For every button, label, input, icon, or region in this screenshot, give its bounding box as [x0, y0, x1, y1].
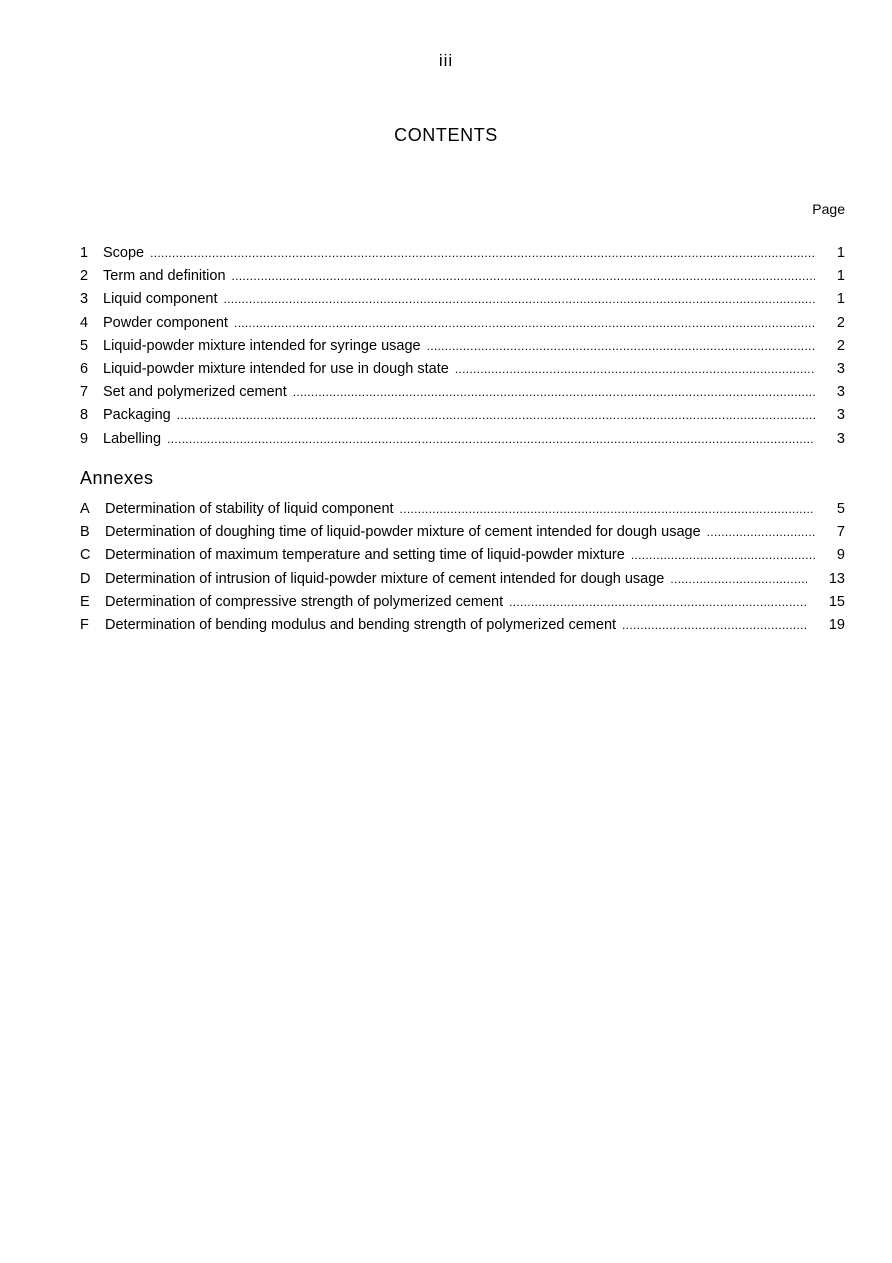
- annex-page: 7: [836, 524, 845, 541]
- annex-title: Determination of bending modulus and bending strength of polymerized cement: [105, 616, 617, 633]
- annex-entry[interactable]: [80, 523, 845, 546]
- annex-entry[interactable]: [80, 593, 845, 616]
- toc-entry-number: 7: [80, 384, 89, 401]
- leader-dots: [400, 500, 815, 518]
- annex-title: Determination of compressive strength of polymerized cement: [105, 593, 504, 610]
- page-number: iii: [438, 51, 454, 70]
- annex-letter: D: [80, 570, 91, 587]
- leader-dots: [427, 337, 815, 355]
- toc-entry-number: 6: [80, 360, 89, 377]
- leader-dots: [232, 267, 815, 285]
- toc-entry-page: 1: [836, 245, 845, 261]
- annex-entry[interactable]: [80, 500, 845, 523]
- annex-entry[interactable]: [80, 570, 845, 593]
- toc-entry-page: 1: [836, 291, 845, 308]
- annex-letter: E: [80, 593, 90, 610]
- toc-entry-title: Liquid component: [103, 291, 218, 308]
- toc-entry[interactable]: [80, 267, 845, 290]
- toc-entry-page: 3: [836, 407, 845, 424]
- annex-page: 19: [828, 616, 845, 633]
- annex-letter: B: [80, 524, 90, 541]
- annex-title: Determination of doughing time of liquid-powder mixture of cement intended for dough usage: [105, 524, 701, 541]
- toc-entry[interactable]: [80, 406, 845, 429]
- toc-entry-page: 3: [836, 360, 845, 377]
- table-of-contents: [80, 244, 845, 453]
- toc-entry-title: Packaging: [103, 407, 171, 424]
- toc-entry-number: 1: [80, 245, 89, 261]
- toc-entry-page: 2: [836, 314, 845, 331]
- annex-letter: A: [80, 501, 90, 517]
- page-column-label: Page: [812, 201, 845, 217]
- toc-entry-number: 4: [80, 314, 89, 331]
- annex-title: Determination of maximum temperature and setting time of liquid-powder mixture: [105, 547, 625, 564]
- toc-entry-number: 9: [80, 430, 89, 447]
- toc-entry[interactable]: [80, 360, 845, 383]
- leader-dots: [150, 244, 815, 262]
- annex-page: 15: [828, 593, 845, 610]
- annex-letter: C: [80, 547, 91, 564]
- leader-dots: [622, 616, 807, 634]
- toc-entry-title: Liquid-powder mixture intended for syringe usage: [103, 337, 421, 354]
- annex-entry[interactable]: [80, 546, 845, 569]
- toc-entry[interactable]: [80, 290, 845, 313]
- toc-entry[interactable]: [80, 314, 845, 337]
- leader-dots: [670, 570, 807, 588]
- toc-entry-title: Liquid-powder mixture intended for use in dough state: [103, 360, 449, 377]
- leader-dots: [234, 314, 815, 332]
- toc-entry-title: Powder component: [103, 314, 228, 331]
- leader-dots: [223, 290, 815, 308]
- toc-entry-page: 3: [836, 384, 845, 401]
- toc-entry-number: 3: [80, 291, 89, 308]
- toc-entry[interactable]: [80, 244, 845, 267]
- toc-entry-title: Term and definition: [103, 268, 226, 285]
- leader-dots: [707, 523, 815, 541]
- toc-entry-title: Set and polymerized cement: [103, 384, 287, 401]
- leader-dots: [631, 546, 815, 564]
- toc-entry-number: 8: [80, 407, 89, 424]
- annex-title: Determination of intrusion of liquid-powder mixture of cement intended for dough usage: [105, 570, 665, 587]
- annex-page: 5: [836, 501, 845, 517]
- annex-list: [80, 500, 845, 639]
- leader-dots: [167, 430, 815, 448]
- annexes-heading: Annexes: [80, 468, 154, 488]
- toc-entry-number: 5: [80, 337, 89, 354]
- toc-entry[interactable]: [80, 430, 845, 453]
- toc-entry-page: 2: [836, 337, 845, 354]
- toc-entry[interactable]: [80, 337, 845, 360]
- leader-dots: [293, 383, 815, 401]
- page-title: CONTENTS: [394, 125, 498, 145]
- annex-page: 9: [836, 547, 845, 564]
- annex-page: 13: [828, 570, 845, 587]
- toc-entry-page: 1: [836, 268, 845, 285]
- leader-dots: [177, 406, 815, 424]
- toc-entry-title: Labelling: [103, 430, 162, 447]
- toc-entry-page: 3: [836, 430, 845, 447]
- toc-entry-title: Scope: [103, 245, 145, 261]
- toc-entry[interactable]: [80, 383, 845, 406]
- leader-dots: [455, 360, 815, 378]
- annex-letter: F: [80, 616, 89, 633]
- toc-entry-number: 2: [80, 268, 89, 285]
- leader-dots: [509, 593, 807, 611]
- annex-title: Determination of stability of liquid component: [105, 501, 394, 517]
- annex-entry[interactable]: [80, 616, 845, 639]
